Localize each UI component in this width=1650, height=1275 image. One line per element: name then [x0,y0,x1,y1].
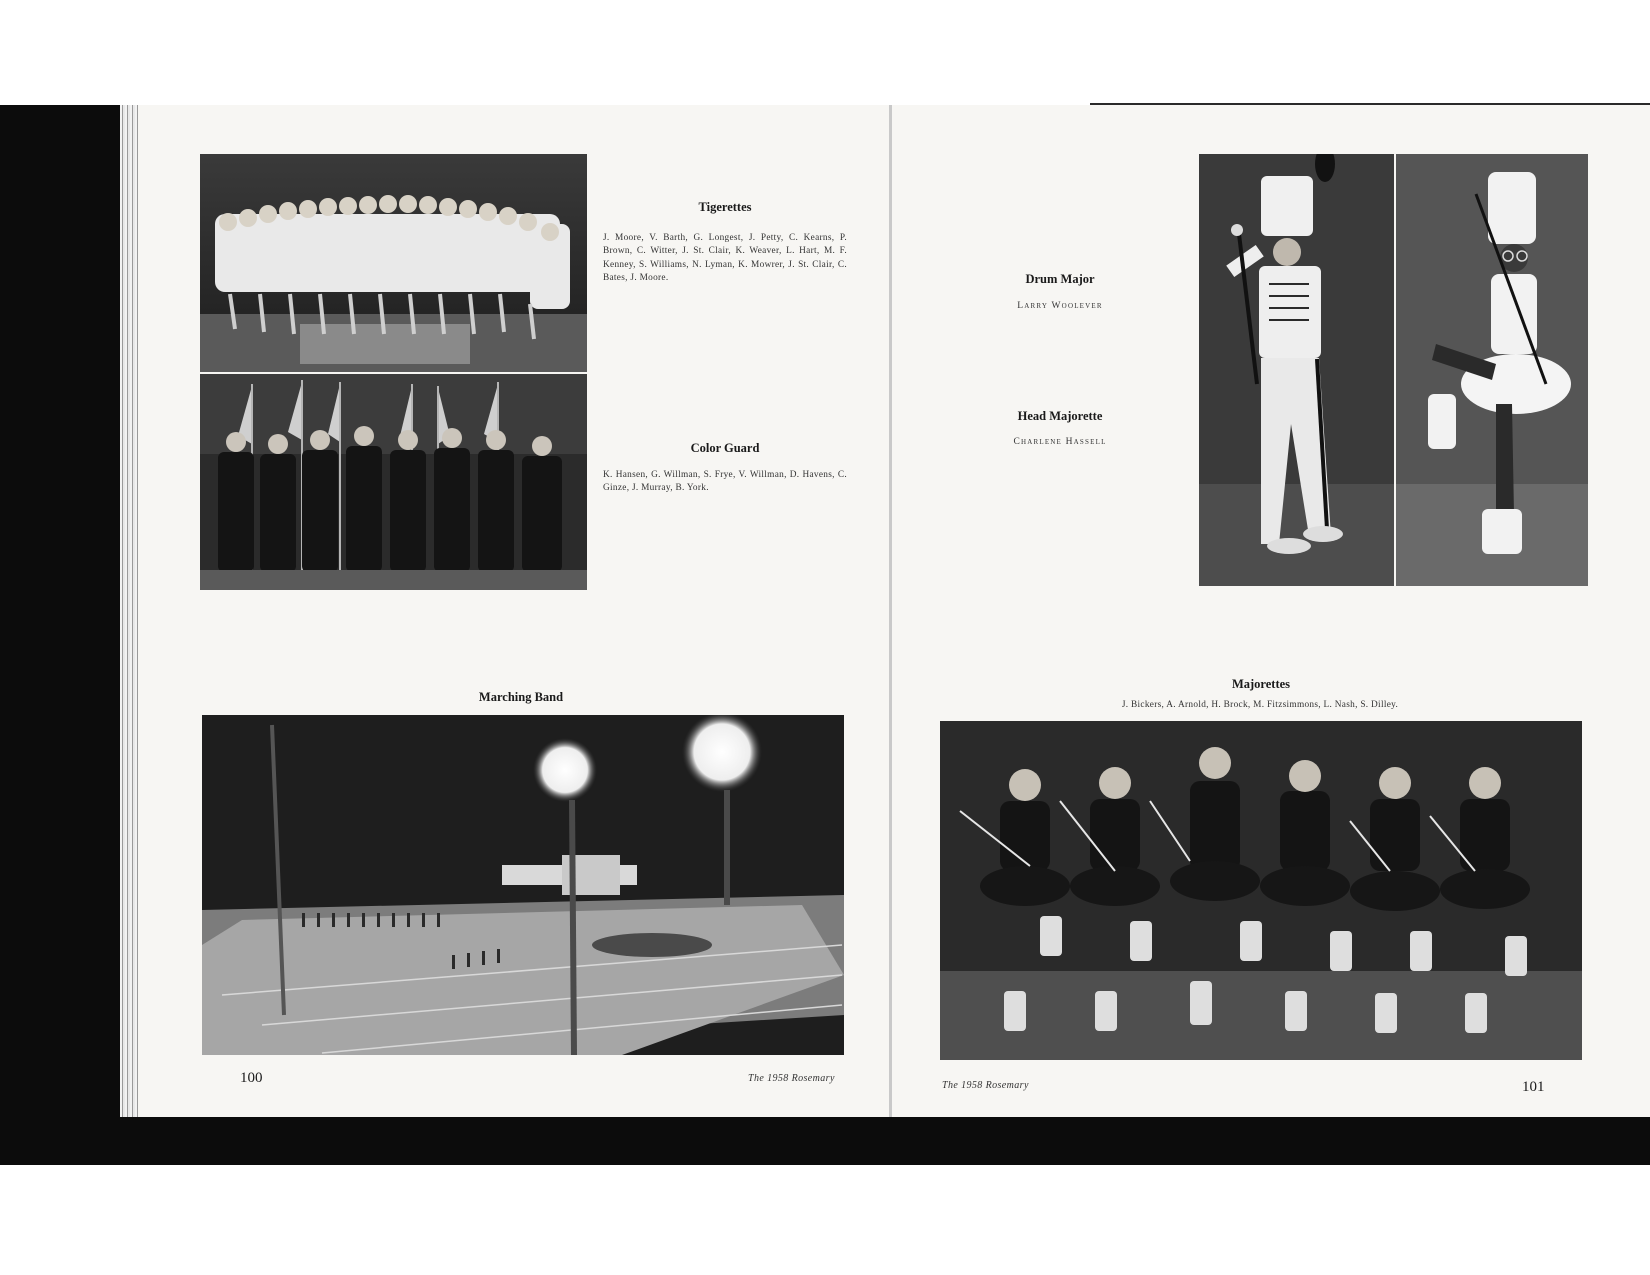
majorettes-names: J. Bickers, A. Arnold, H. Brock, M. Fitzsimmons, L. Nash, S. Dilley. [1121,700,1399,710]
left-page-number: 100 [240,1070,263,1086]
tigerettes-title: Tigerettes [698,200,752,214]
tigerettes-names: J. Moore, V. Barth, G. Longest, J. Petty, C. Kearns, P. Brown, C. Witter, J. St. Clair, K. Weaver, L. Hart, M. F. Kenney, S. Williams, N. Lyman, K. Mowrer, J. St. Clair, C. Bates, J. Moore. [603,233,847,283]
drum-major-name: Larry Woolever [1017,301,1103,311]
left-page-footer: The 1958 Rosemary [748,1073,835,1084]
page-edges [120,105,138,1117]
right-page-footer: The 1958 Rosemary [942,1080,1029,1091]
head-majorette-photo [1396,154,1588,586]
head-majorette-title: Head Majorette [1017,409,1103,423]
marching-band-photo [202,715,844,1055]
tigerettes-photo [200,154,587,372]
drum-major-title: Drum Major [1025,272,1095,286]
color-guard-photo [200,374,587,590]
majorettes-photo [940,721,1582,1060]
head-majorette-name: Charlene Hassell [1013,437,1107,447]
color-guard-title: Color Guard [690,441,760,455]
majorettes-title: Majorettes [1231,677,1291,691]
book-gutter [889,105,892,1117]
color-guard-names: K. Hansen, G. Willman, S. Frye, V. Willman, D. Havens, C. Ginze, J. Murray, B. York. [603,470,847,494]
drum-major-photo [1199,154,1394,586]
right-page-number: 101 [1522,1079,1545,1095]
top-edge-line [1090,103,1650,105]
marching-band-title: Marching Band [478,690,564,704]
